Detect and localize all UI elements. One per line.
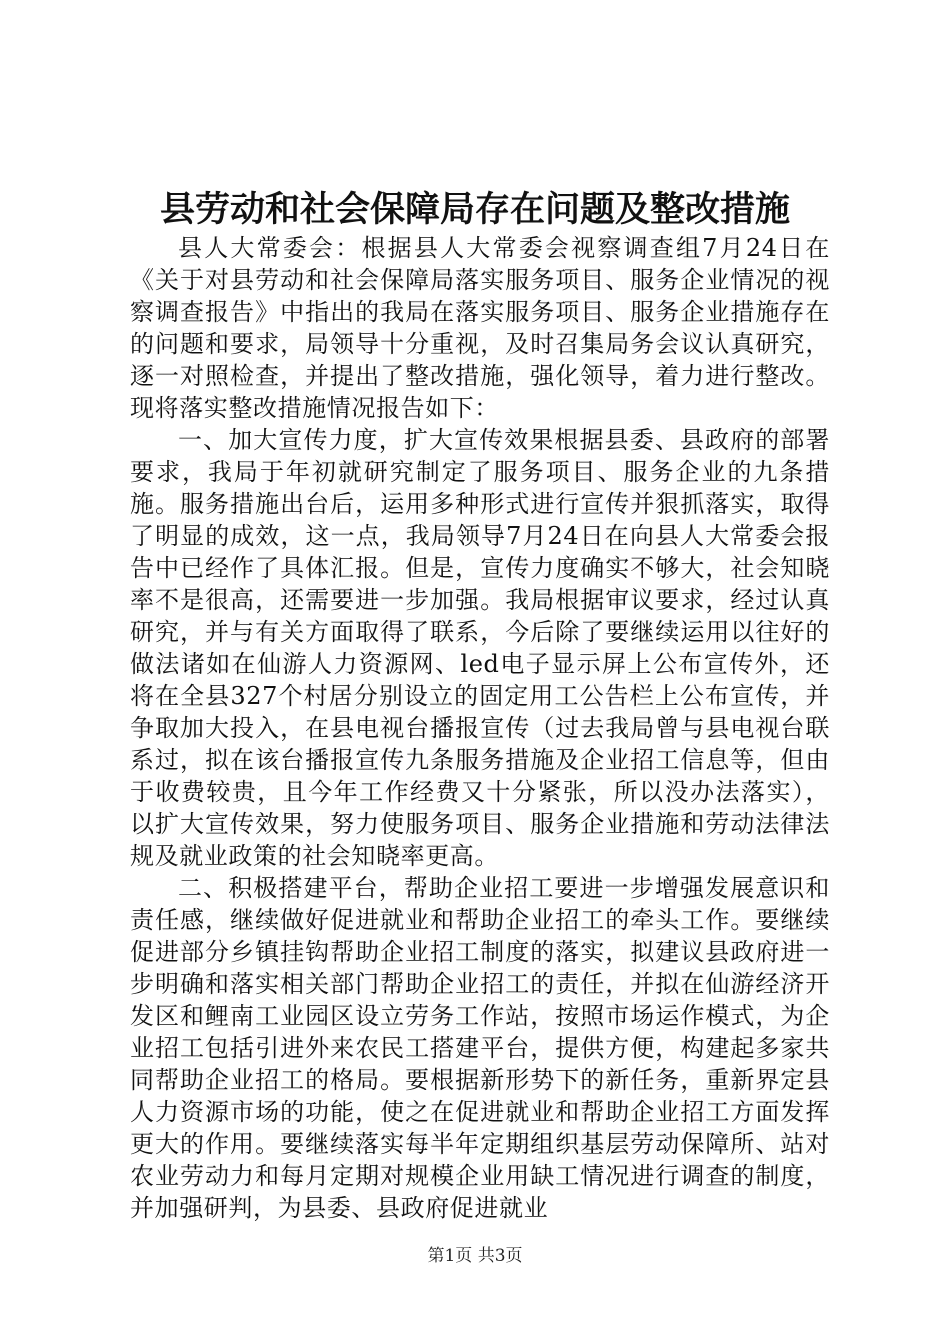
paragraph-intro: 县人大常委会：根据县人大常委会视察调查组7月24日在《关于对县劳动和社会保障局落实服务项目、服务企业情况的视察调查报告》中指出的我局在落实服务项目、服务企业措施存在的问题和要求，局领导十分重视，及时召集局务会议认真研究，逐一对照检查，并提出了整改措施，强化领导，着力进行整改。现将落实整改措施情况报告如下： [130,234,830,422]
page-footer: 第1页 共3页 [427,1246,523,1266]
paragraph-section-two: 二、积极搭建平台，帮助企业招工要进一步增强发展意识和责任感，继续做好促进就业和帮助企业招工的牵头工作。要继续促进部分乡镇挂钩帮助企业招工制度的落实，拟建议县政府进一步明确和落实相关部门帮助企业招工的责任，并拟在仙游经济开发区和鲤南工业园区设立劳务工作站，按照市场运作模式，为企业招工包括引进外来农民工搭建平台，提供方便，构建起多家共同帮助企业招工的格局。要根据新形势下的新任务，重新界定县人力资源市场的功能，使之在促进就业和帮助企业招工方面发挥更大的作用。要继续落实每半年定期组织基层劳动保障所、站对农业劳动力和每月定期对规模企业用缺工情况进行调查的制度，并加强研判，为县委、县政府促进就业 [130,874,830,1222]
document-body [130,232,830,1224]
paragraph-section-one: 一、加大宣传力度，扩大宣传效果根据县委、县政府的部署要求，我局于年初就研究制定了服务项目、服务企业的九条措施。服务措施出台后，运用多种形式进行宣传并狠抓落实，取得了明显的成效，这一点，我局领导7月24日在向县人大常委会报告中已经作了具体汇报。但是，宣传力度确实不够大，社会知晓率不是很高，还需要进一步加强。我局根据审议要求，经过认真研究，并与有关方面取得了联系，今后除了要继续运用以往好的做法诸如在仙游人力资源网、led电子显示屏上公布宣传外，还将在全县327个村居分别设立的固定用工公告栏上公布宣传，并争取加大投入，在县电视台播报宣传（过去我局曾与县电视台联系过，拟在该台播报宣传九条服务措施及企业招工信息等，但由于收费较贵，且今年工作经费又十分紧张，所以没办法落实），以扩大宣传效果，努力使服务项目、服务企业措施和劳动法律法规及就业政策的社会知晓率更高。 [130,426,830,870]
document-title: 县劳动和社会保障局存在问题及整改措施 [159,189,790,230]
